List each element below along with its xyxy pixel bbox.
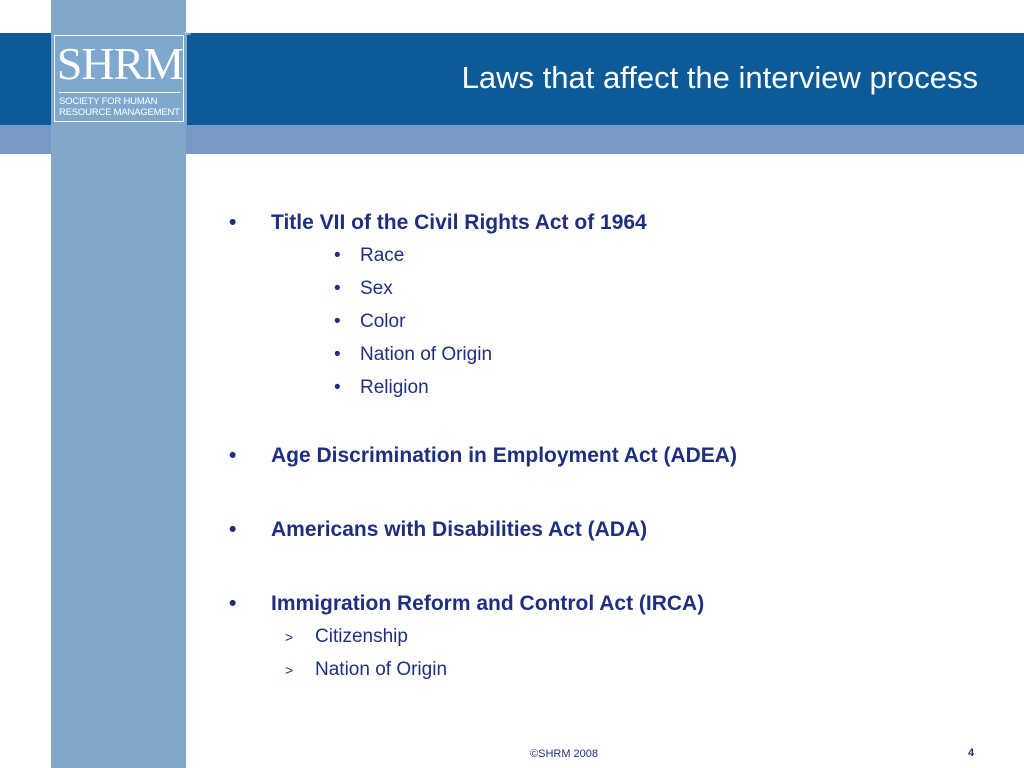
slide-title: Laws that affect the interview process [461,60,978,95]
logo-tagline [59,96,183,118]
logo-frame [54,35,184,122]
list-item [229,211,647,235]
list-item [229,592,704,616]
bullet-icon: • [334,278,341,299]
list-item-label: Title VII of the Civil Rights Act of 1964 [271,211,647,234]
trademark-symbol: ™ [184,32,191,39]
list-item [229,444,737,468]
logo-tagline-line2: RESOURCE MANAGEMENT [59,107,180,118]
sub-list-item-label: Sex [360,278,393,299]
sub-list-item-label: Nation of Origin [315,659,448,680]
bullet-icon: • [229,211,237,234]
page-number: 4 [968,747,975,759]
bullet-icon: • [229,518,237,541]
sub-list-item-label: Citizenship [315,626,408,647]
sub-list-item [334,377,429,399]
sub-list-item [283,659,447,681]
sub-list-item [334,245,404,267]
shrm-logo [51,32,191,125]
bullet-icon: • [334,311,341,332]
sub-list-item [283,626,408,648]
bullet-icon: • [334,344,341,365]
list-item [229,518,647,542]
list-item-label: Americans with Disabilities Act (ADA) [271,518,648,541]
arrow-icon: > [285,629,294,645]
list-item-label: Age Discrimination in Employment Act (ADEA) [271,444,737,467]
sub-list-item-label: Religion [360,377,429,398]
sub-list-item-label: Nation of Origin [360,344,493,365]
copyright-text: ©SHRM 2008 [530,748,599,760]
bullet-icon: • [229,444,237,467]
logo-tagline-line1: SOCIETY FOR HUMAN [59,96,158,107]
bullet-icon: • [334,245,341,266]
sub-list-item [334,278,393,300]
sub-list-item [334,311,405,333]
sub-list-item-label: Color [360,311,406,332]
logo-letters: SHRM [56,38,184,89]
sub-list-item [334,344,492,366]
arrow-icon: > [285,662,294,678]
sub-list-item-label: Race [360,245,405,266]
bullet-icon: • [334,377,341,398]
bullet-icon: • [229,592,237,615]
list-item-label: Immigration Reform and Control Act (IRCA) [271,592,705,615]
logo-divider [59,92,180,93]
